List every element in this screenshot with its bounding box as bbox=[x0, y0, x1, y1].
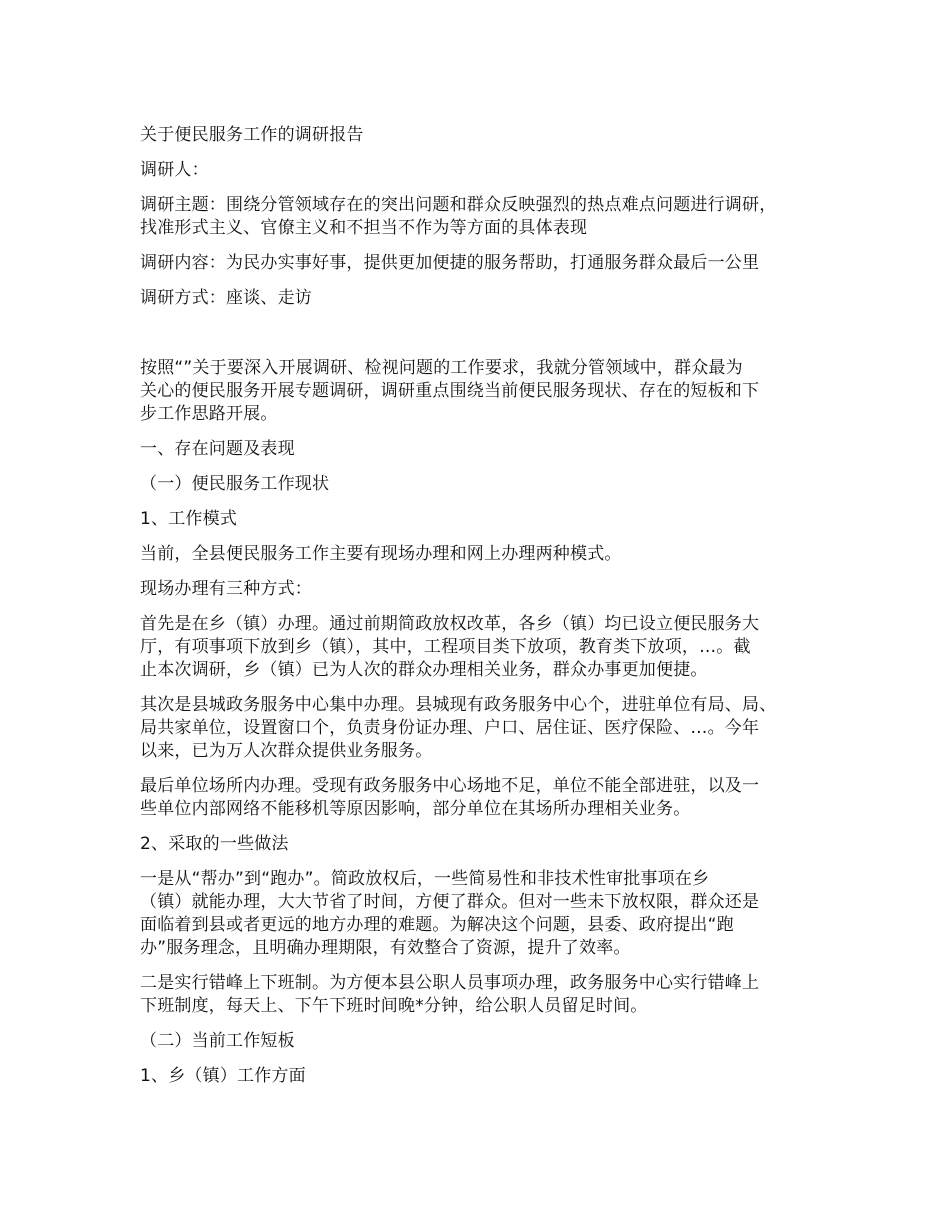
research-method: 调研方式：座谈、走访 bbox=[140, 288, 312, 308]
item-heading-township-work: 1、乡（镇）工作方面 bbox=[140, 1066, 306, 1086]
paragraph-modes: 当前，全县便民服务工作主要有现场办理和网上办理两种模式。 bbox=[140, 544, 622, 564]
paragraph-township: 首先是在乡（镇）办理。通过前期简政放权改革，各乡（镇）均已设立便民服务大 厅，有项事项下放到乡（镇），其中，工程项目类下放项，教育类下放项，…。截 止本次调研，乡（镇）已为人次的群众办理相关业务，群众办事更加便捷。 bbox=[140, 614, 760, 680]
document-page bbox=[140, 124, 830, 1100]
paragraph-practice-two: 二是实行错峰上下班制。为方便本县公职人员事项办理，政务服务中心实行错峰上 下班制度，每天上、下午下班时间晚*分钟，给公职人员留足时间。 bbox=[140, 973, 760, 1016]
subsection-heading-1: （一）便民服务工作现状 bbox=[140, 474, 330, 494]
researcher-line: 调研人： bbox=[140, 160, 209, 180]
section-spacer bbox=[140, 322, 830, 357]
paragraph-practice-one: 一是从“帮办”到“跑办”。简政放权后，一些简易性和非技术性审批事项在乡 （镇）就能办理，大大节省了时间，方便了群众。但对一些未下放权限，群众还是 面临着到县或者更远的地方办理的难题。为解决这个问题，县委、政府提出“跑 办”服务理念，且明确办理期限，有效整合了资源，提升了效率。 bbox=[140, 869, 760, 958]
paragraph-county-center: 其次是县城政务服务中心集中办理。县城现有政务服务中心个，进驻单位有局、局、 局共家单位，设置窗口个，负责身份证办理、户口、居住证、医疗保险、…。今年 以来，已为万人次群众提供业务服务。 bbox=[140, 695, 777, 761]
section-heading-1: 一、存在问题及表现 bbox=[140, 439, 295, 459]
intro-paragraph: 按照“”关于要深入开展调研、检视问题的工作要求，我就分管领域中，群众最为 关心的便民服务开展专题调研，调研重点围绕当前便民服务现状、存在的短板和下 步工作思路开展。 bbox=[140, 358, 760, 424]
research-topic: 调研主题：围绕分管领域存在的突出问题和群众反映强烈的热点难点问题进行调研， 找准形式主义、官僚主义和不担当不作为等方面的具体表现 bbox=[140, 195, 777, 238]
header-block bbox=[140, 124, 830, 310]
item-heading-work-mode: 1、工作模式 bbox=[140, 509, 238, 529]
report-title: 关于便民服务工作的调研报告 bbox=[140, 125, 364, 145]
item-heading-practices: 2、采取的一些做法 bbox=[140, 834, 289, 854]
body-block bbox=[140, 357, 830, 1088]
paragraph-onsite-methods: 现场办理有三种方式： bbox=[140, 579, 312, 599]
subsection-heading-2: （二）当前工作短板 bbox=[140, 1031, 295, 1051]
research-content: 调研内容：为民办实事好事，提供更加便捷的服务帮助，打通服务群众最后一公里 bbox=[140, 253, 760, 273]
paragraph-unit-premises: 最后单位场所内办理。受现有政务服务中心场地不足，单位不能全部进驻，以及一 些单位内部网络不能移机等原因影响，部分单位在其场所办理相关业务。 bbox=[140, 776, 760, 819]
